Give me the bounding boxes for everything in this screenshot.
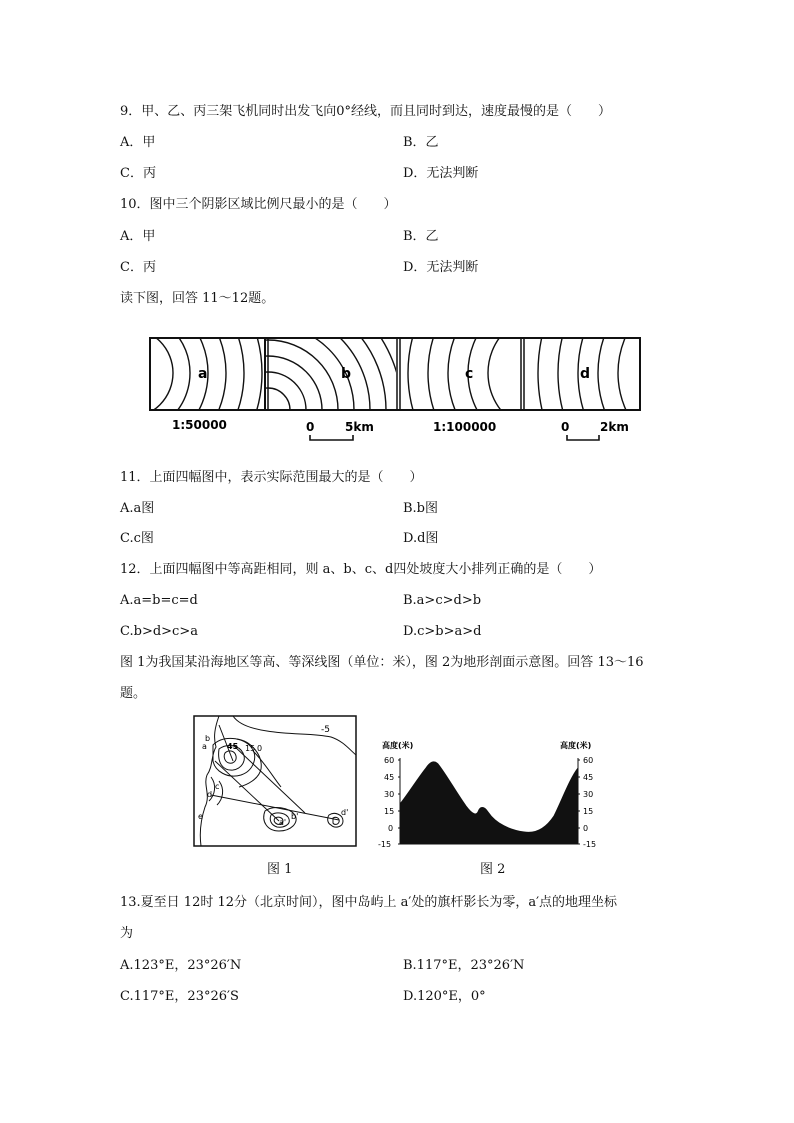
panel-b-label: b [341,366,352,382]
q13-option-a: A.123°E，23°26′N [120,958,242,973]
q12-stem: 12．上面四幅图中等高距相同，则 a、b、c、d四处坡度大小排列正确的是（ ） [120,562,602,577]
q11-option-c: C.c图 [120,531,154,546]
intro-11-12: 读下图，回答 11～12题。 [120,291,275,306]
scale-a-text: 1:50000 [172,418,227,432]
map-label-a: a [202,742,207,751]
map-label-minus5: -5 [321,725,330,735]
map-label-15: 15 [245,744,256,753]
q10-option-d: D．无法判断 [403,260,479,275]
scale-c-text: 1:100000 [433,420,497,434]
scale-b-km: 5km [345,420,374,434]
intro-13-16-line1: 图 1为我国某沿海地区等高、等深线图（单位：米），图 2为地形剖面示意图。回答 13～16 [120,655,644,670]
terrain-profile-figure-2 [374,738,606,850]
contour-map-figure-1 [193,715,357,847]
contour-panels-figure [148,333,644,443]
q12-option-c: C.b>d>c>a [120,624,198,639]
left-tick-minus15: -15 [378,840,392,849]
profile-left-axis-label: 高度(米) [382,741,414,750]
q9-option-d: D．无法判断 [403,166,479,181]
scale-d-bar [567,435,599,440]
map-label-b: b [205,734,211,743]
right-tick-0: 0 [583,824,589,833]
q13-stem-line1: 13.夏至日 12时 12分（北京时间），图中岛屿上 a′处的旗杆影长为零，a′点的地理坐标 [120,895,618,910]
map-label-e: e [198,812,203,821]
left-tick-45: 45 [384,773,395,782]
map-label-b-prime: b' [291,812,299,821]
panel-d-label: d [580,366,591,382]
left-tick-60: 60 [384,756,395,765]
scale-d-km: 2km [600,420,629,434]
q12-option-d: D.c>b>a>d [403,624,482,639]
q11-stem: 11．上面四幅图中，表示实际范围最大的是（ ） [120,470,423,485]
q13-option-c: C.117°E，23°26′S [120,989,239,1004]
q10-stem: 10．图中三个阴影区域比例尺最小的是（ ） [120,197,397,212]
q13-stem-line2: 为 [120,926,134,941]
map-label-d: d [207,790,213,799]
map-label-0: 0 [257,744,263,753]
panel-a-label: a [198,366,208,382]
right-tick-45: 45 [583,773,594,782]
map-label-45: 45 [227,742,239,751]
scale-b-zero: 0 [306,420,315,434]
q9-option-a: A．甲 [120,135,156,150]
q11-option-a: A.a图 [120,501,155,516]
q9-option-c: C．丙 [120,166,156,181]
terrain-profile-fill [400,762,578,844]
q12-option-a: A.a=b=c=d [120,593,198,608]
q10-option-c: C．丙 [120,260,156,275]
map-label-c: c [215,782,220,791]
q10-option-a: A．甲 [120,229,156,244]
q12-option-b: B.a>c>d>b [403,593,482,608]
q10-option-b: B．乙 [403,229,439,244]
left-tick-15: 15 [384,807,395,816]
intro-13-16-line2: 题。 [120,686,147,701]
right-tick-60: 60 [583,756,594,765]
q13-option-b: B.117°E，23°26′N [403,958,525,973]
map-label-d-prime: d' [341,808,349,817]
map-label-a-prime: a' [279,818,287,827]
right-tick-15: 15 [583,807,594,816]
scale-d-zero: 0 [561,420,570,434]
figure-1-caption: 图 1 [267,862,293,877]
right-tick-minus15: -15 [583,840,597,849]
q9-option-b: B．乙 [403,135,439,150]
q9-stem: 9．甲、乙、丙三架飞机同时出发飞向0°经线，而且同时到达，速度最慢的是（ ） [120,104,612,119]
q11-option-d: D.d图 [403,531,439,546]
panel-c-label: c [465,366,474,382]
profile-right-axis-label: 高度(米) [560,741,592,750]
left-tick-30: 30 [384,790,395,799]
q13-option-d: D.120°E，0° [403,989,486,1004]
q11-option-b: B.b图 [403,501,439,516]
right-tick-30: 30 [583,790,594,799]
figure-2-caption: 图 2 [480,862,506,877]
left-tick-0: 0 [388,824,394,833]
scale-b-bar [310,435,353,440]
